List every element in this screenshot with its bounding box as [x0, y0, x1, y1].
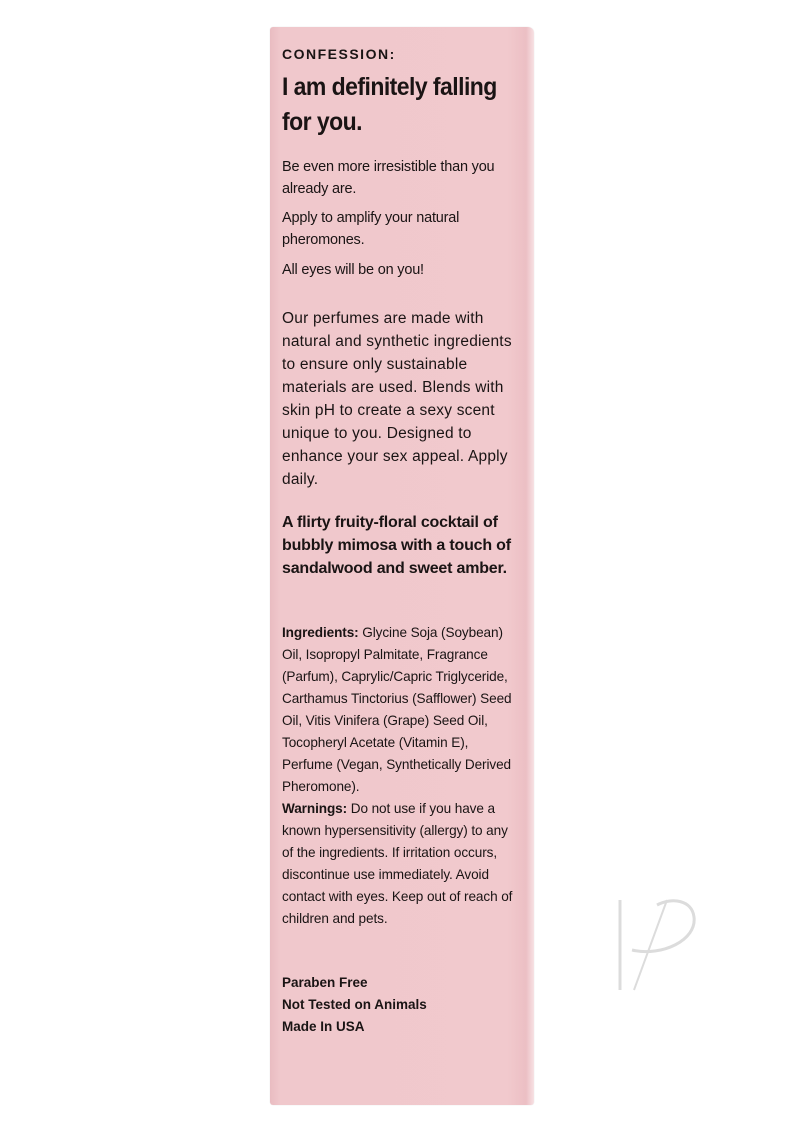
scent-description: A flirty fruity-floral cocktail of bubbly mimosa with a touch of sandalwood and sweet amber. [282, 514, 511, 577]
claim: Made In USA [282, 1019, 365, 1034]
ingredients-text: Glycine Soja (Soybean) Oil, Isopropyl Palmitate, Fragrance (Parfum), Caprylic/Capric Triglyceride, Carthamus Tinctorius (Safflower) Seed Oil, Vitis Vinifera (Grape) Seed Oil, Tocopheryl Acetate (Vitamin E), Perfume (Vegan, Synthetically Derived Pheromone). [282, 625, 512, 794]
headline: I am definitely falling for you. [282, 73, 497, 136]
claim: Paraben Free [282, 975, 368, 990]
watermark-logo-icon [612, 895, 702, 995]
warnings-label: Warnings: [282, 801, 348, 816]
tagline: Be even more irresistible than you already are. [282, 159, 495, 197]
ingredients-warnings [282, 622, 522, 930]
kicker: CONFESSION: [282, 46, 396, 62]
tagline: Apply to amplify your natural pheromones. [282, 210, 460, 248]
ingredients-label: Ingredients: [282, 625, 359, 640]
claims [282, 972, 527, 1038]
tagline: All eyes will be on you! [282, 262, 424, 278]
warnings-text: Do not use if you have a known hypersensitivity (allergy) to any of the ingredients. If irritation occurs, discontinue use immediately. Avoid contact with eyes. Keep out of reach of children and pets. [282, 801, 513, 926]
description: Our perfumes are made with natural and synthetic ingredients to ensure only sustainable materials are used. Blends with skin pH to create a sexy scent unique to you. Designed to enhance your sex appeal. Apply daily. [282, 310, 512, 488]
claim: Not Tested on Animals [282, 997, 427, 1012]
